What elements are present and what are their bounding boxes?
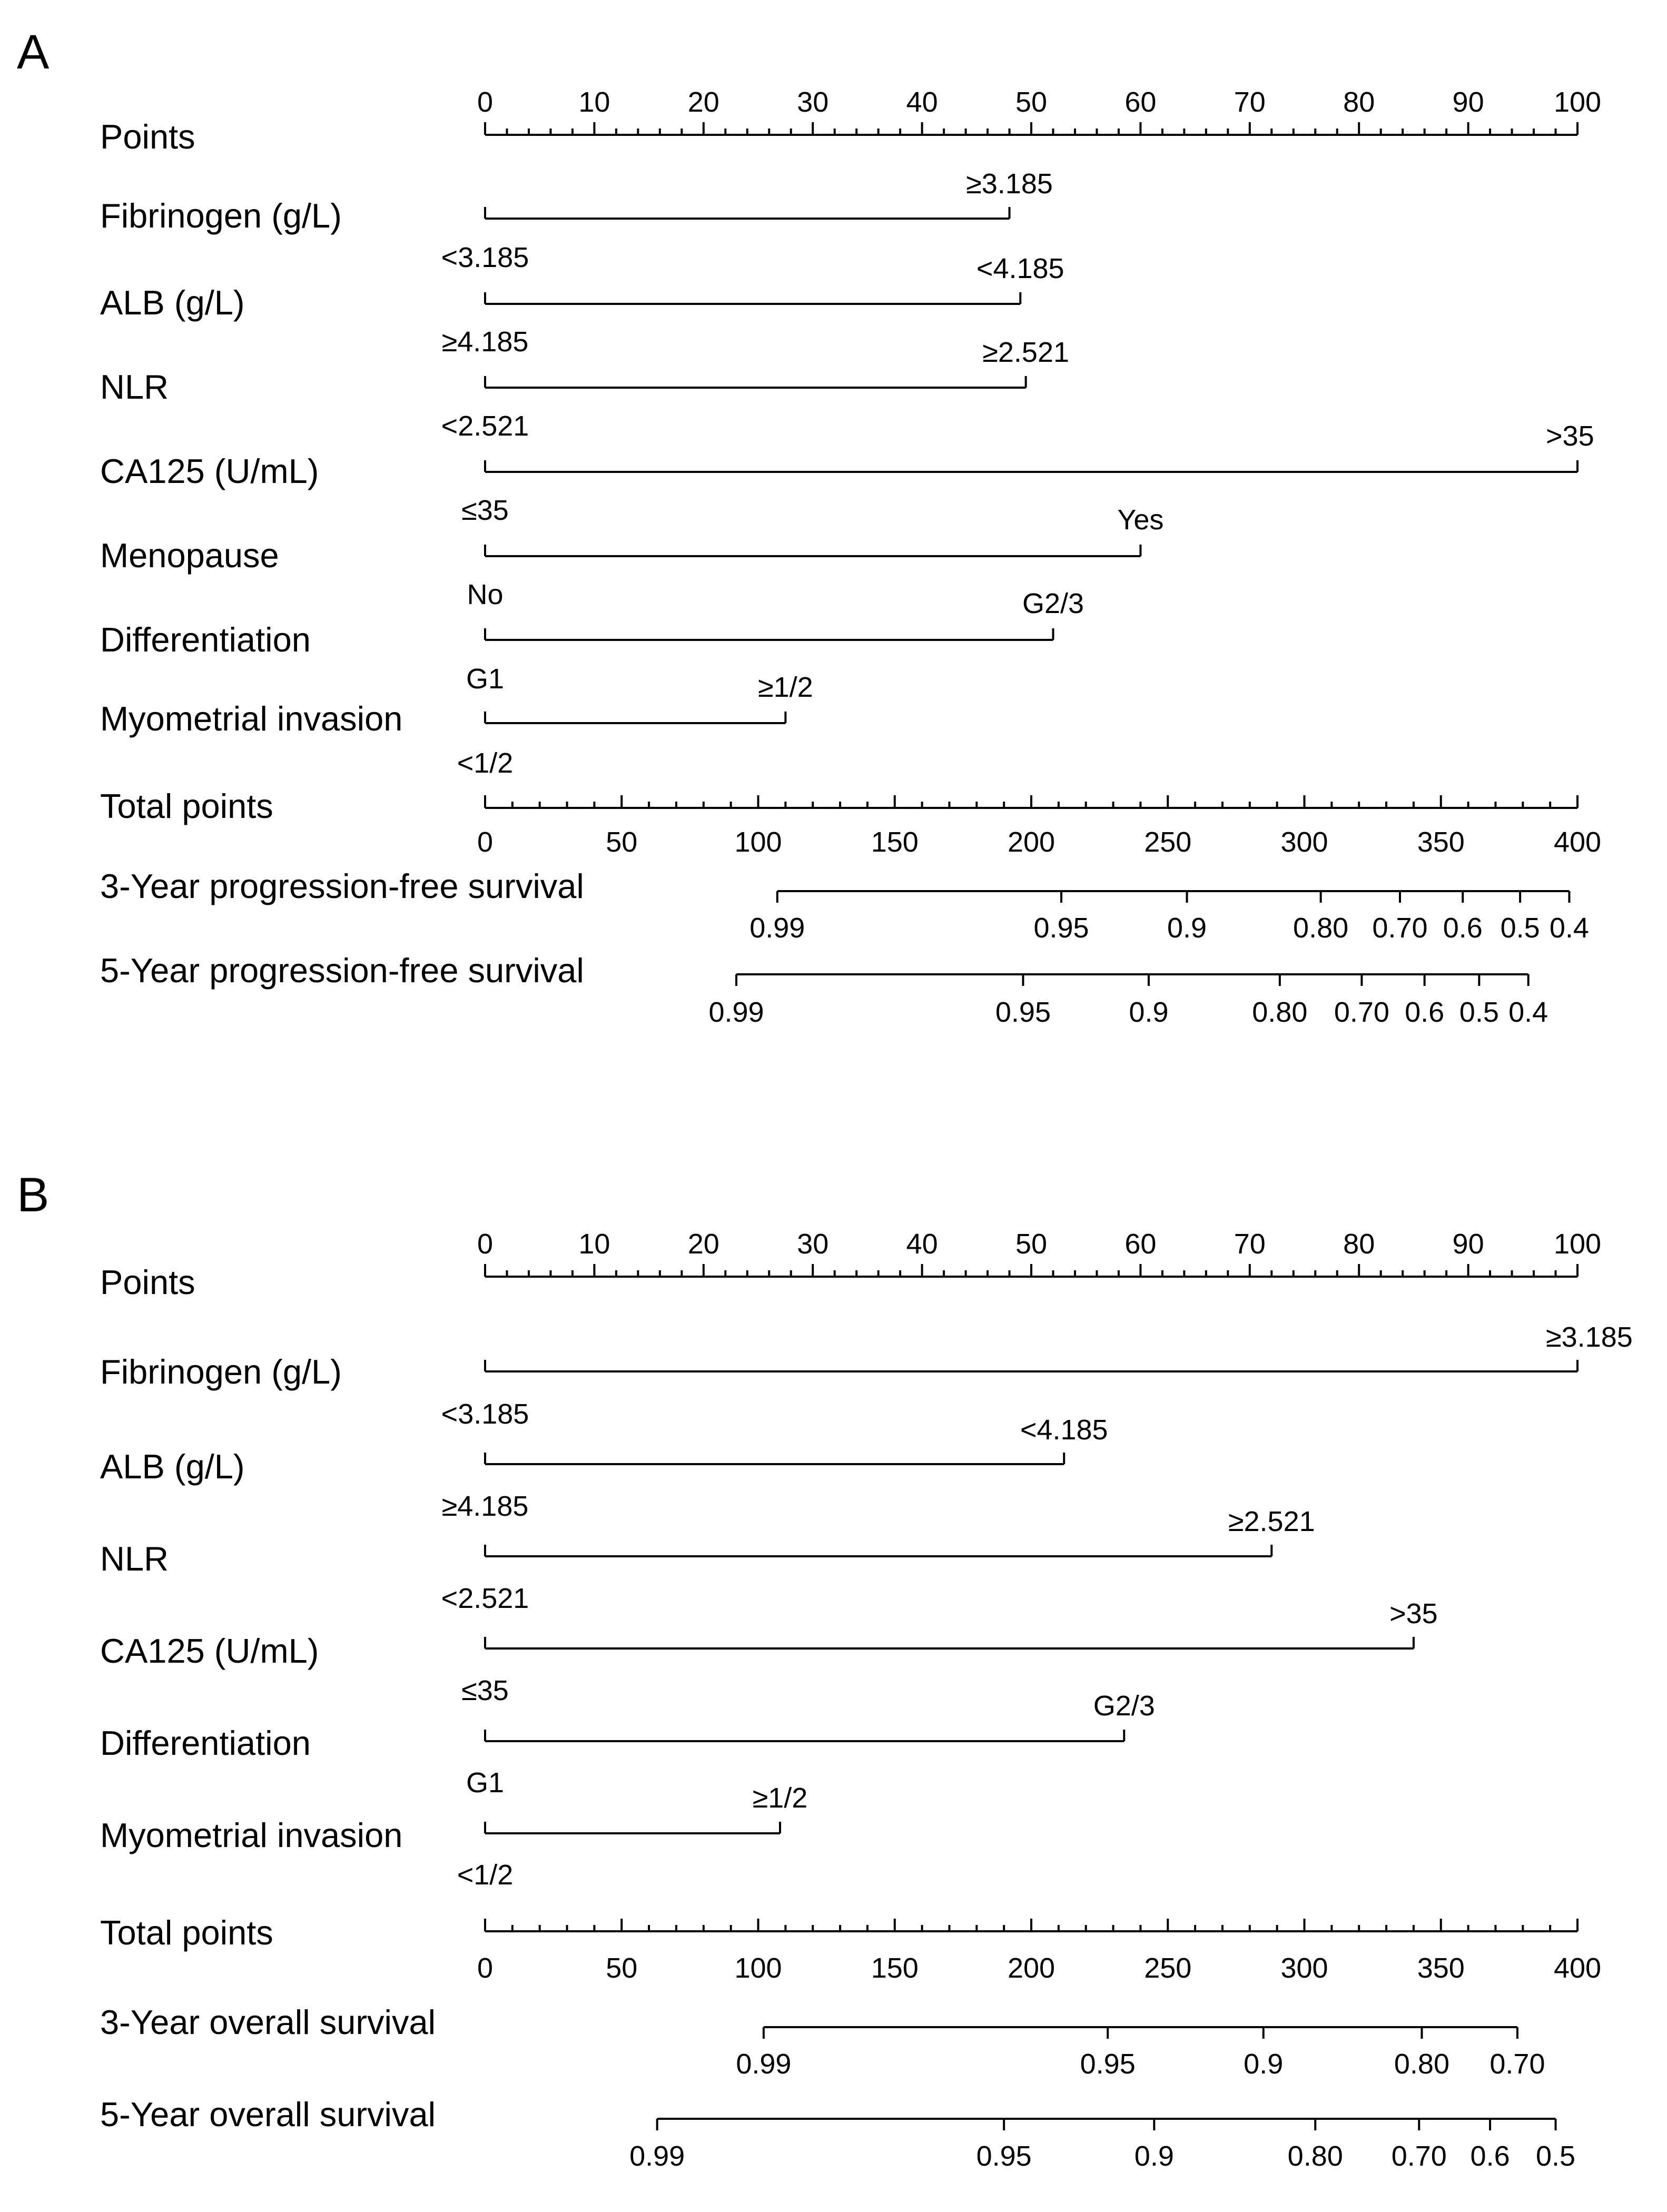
predictor-label: NLR (100, 368, 169, 406)
predictor-high-level-label: G2/3 (1022, 588, 1084, 619)
survival-tick-label: 0.5 (1535, 2140, 1576, 2172)
points-axis-tick-label: 80 (1343, 86, 1375, 118)
points-axis-tick-label: 70 (1234, 1228, 1266, 1260)
survival-tick-label: 0.80 (1252, 996, 1308, 1028)
points-axis-tick-label: 10 (578, 86, 610, 118)
survival-tick-label: 0.5 (1459, 996, 1499, 1028)
survival-tick-label: 0.6 (1470, 2140, 1510, 2172)
panel-letter: B (17, 1168, 50, 1222)
predictor-label: NLR (100, 1539, 169, 1578)
predictor-high-level-label: <4.185 (976, 253, 1064, 284)
total-points-tick-label: 300 (1280, 826, 1328, 858)
points-axis-tick-label: 10 (578, 1228, 610, 1260)
predictor-low-level-label: ≤35 (461, 1675, 509, 1706)
total-points-tick-label: 50 (606, 1952, 638, 1984)
predictor-high-level-label: G2/3 (1093, 1690, 1155, 1722)
points-axis-tick-label: 40 (906, 1228, 938, 1260)
points-axis-tick-label: 50 (1015, 1228, 1048, 1260)
total-points-tick-label: 350 (1417, 1952, 1465, 1984)
panel-letter: A (17, 25, 50, 79)
survival-tick-label: 0.9 (1129, 996, 1169, 1028)
points-axis-tick-label: 90 (1452, 1228, 1484, 1260)
predictor-label: Differentiation (100, 620, 311, 659)
points-axis-tick-label: 0 (477, 86, 494, 118)
total-points-tick-label: 250 (1144, 1952, 1192, 1984)
predictor-label: CA125 (U/mL) (100, 1632, 319, 1670)
survival-tick-label: 0.6 (1405, 996, 1445, 1028)
predictor-low-level-label: <2.521 (441, 410, 529, 442)
points-axis-tick-label: 20 (687, 86, 719, 118)
total-points-tick-label: 250 (1144, 826, 1192, 858)
predictor-low-level-label: ≥4.185 (441, 326, 529, 358)
points-axis-tick-label: 80 (1343, 1228, 1375, 1260)
predictor-low-level-label: ≥4.185 (441, 1490, 529, 1522)
predictor-label: Myometrial invasion (100, 699, 403, 738)
survival-tick-label: 0.70 (1372, 912, 1428, 944)
points-axis-tick-label: 100 (1553, 86, 1602, 118)
predictor-low-level-label: G1 (466, 1767, 505, 1799)
survival-tick-label: 0.5 (1500, 912, 1540, 944)
predictor-high-level-label: ≥3.185 (966, 168, 1053, 200)
predictor-low-level-label: <1/2 (457, 1859, 514, 1891)
predictor-label: ALB (g/L) (100, 283, 245, 322)
survival-tick-label: 0.4 (1549, 912, 1589, 944)
points-axis-tick-label: 70 (1234, 86, 1266, 118)
predictor-high-level-label: ≥3.185 (1546, 1321, 1633, 1353)
survival-tick-label: 0.99 (629, 2140, 685, 2172)
predictor-label: Fibrinogen (g/L) (100, 1352, 342, 1391)
survival-axis-label: 5-Year overall survival (100, 2095, 436, 2134)
total-points-label: Total points (100, 787, 273, 825)
predictor-label: CA125 (U/mL) (100, 452, 319, 490)
predictor-low-level-label: G1 (466, 663, 505, 695)
predictor-label: Menopause (100, 536, 279, 575)
survival-tick-label: 0.80 (1287, 2140, 1343, 2172)
predictor-high-level-label: ≥1/2 (752, 1782, 808, 1814)
survival-axis-label: 3-Year progression-free survival (100, 867, 584, 905)
predictor-high-level-label: ≥2.521 (1228, 1506, 1315, 1537)
points-axis-tick-label: 90 (1452, 86, 1484, 118)
total-points-label: Total points (100, 1913, 273, 1952)
points-axis-tick-label: 40 (906, 86, 938, 118)
total-points-tick-label: 100 (734, 1952, 782, 1984)
survival-tick-label: 0.95 (995, 996, 1051, 1028)
survival-tick-label: 0.95 (1033, 912, 1089, 944)
points-axis-tick-label: 60 (1125, 86, 1157, 118)
points-axis-tick-label: 60 (1125, 1228, 1157, 1260)
total-points-tick-label: 150 (871, 1952, 919, 1984)
survival-tick-label: 0.9 (1134, 2140, 1174, 2172)
survival-tick-label: 0.95 (1080, 2048, 1136, 2080)
predictor-high-level-label: ≥1/2 (757, 671, 813, 703)
total-points-tick-label: 200 (1007, 1952, 1056, 1984)
survival-tick-label: 0.80 (1293, 912, 1349, 944)
total-points-tick-label: 0 (477, 826, 494, 858)
survival-tick-label: 0.4 (1508, 996, 1548, 1028)
survival-tick-label: 0.99 (708, 996, 764, 1028)
predictor-high-level-label: >35 (1546, 420, 1594, 452)
total-points-tick-label: 200 (1007, 826, 1056, 858)
survival-tick-label: 0.9 (1167, 912, 1207, 944)
points-axis-label: Points (100, 1263, 195, 1301)
points-axis-tick-label: 100 (1553, 1228, 1602, 1260)
points-axis-tick-label: 20 (687, 1228, 719, 1260)
predictor-high-level-label: <4.185 (1020, 1414, 1108, 1446)
survival-tick-label: 0.95 (976, 2140, 1032, 2172)
points-axis-tick-label: 30 (797, 1228, 829, 1260)
total-points-tick-label: 400 (1553, 826, 1602, 858)
points-axis-label: Points (100, 117, 195, 156)
predictor-label: Myometrial invasion (100, 1816, 403, 1854)
total-points-tick-label: 400 (1553, 1952, 1602, 1984)
survival-tick-label: 0.70 (1391, 2140, 1447, 2172)
total-points-tick-label: 100 (734, 826, 782, 858)
predictor-low-level-label: ≤35 (461, 495, 509, 526)
survival-tick-label: 0.70 (1490, 2048, 1545, 2080)
survival-tick-label: 0.6 (1443, 912, 1483, 944)
predictor-high-level-label: >35 (1389, 1598, 1438, 1630)
survival-axis-label: 3-Year overall survival (100, 2003, 436, 2041)
predictor-label: Fibrinogen (g/L) (100, 196, 342, 235)
predictor-label: Differentiation (100, 1724, 311, 1762)
predictor-high-level-label: Yes (1117, 504, 1164, 536)
predictor-label: ALB (g/L) (100, 1447, 245, 1486)
total-points-tick-label: 50 (606, 826, 638, 858)
total-points-tick-label: 350 (1417, 826, 1465, 858)
predictor-low-level-label: No (467, 579, 504, 610)
survival-tick-label: 0.99 (736, 2048, 792, 2080)
survival-tick-label: 0.80 (1394, 2048, 1450, 2080)
total-points-tick-label: 0 (477, 1952, 494, 1984)
survival-tick-label: 0.70 (1334, 996, 1389, 1028)
survival-axis-label: 5-Year progression-free survival (100, 951, 584, 990)
predictor-high-level-label: ≥2.521 (982, 337, 1070, 368)
predictor-low-level-label: <3.185 (441, 242, 529, 273)
survival-tick-label: 0.99 (749, 912, 805, 944)
predictor-low-level-label: <2.521 (441, 1583, 529, 1614)
survival-tick-label: 0.9 (1244, 2048, 1284, 2080)
predictor-low-level-label: <1/2 (457, 747, 514, 779)
points-axis-tick-label: 50 (1015, 86, 1048, 118)
points-axis-tick-label: 0 (477, 1228, 494, 1260)
points-axis-tick-label: 30 (797, 86, 829, 118)
predictor-low-level-label: <3.185 (441, 1398, 529, 1430)
total-points-tick-label: 150 (871, 826, 919, 858)
total-points-tick-label: 300 (1280, 1952, 1328, 1984)
